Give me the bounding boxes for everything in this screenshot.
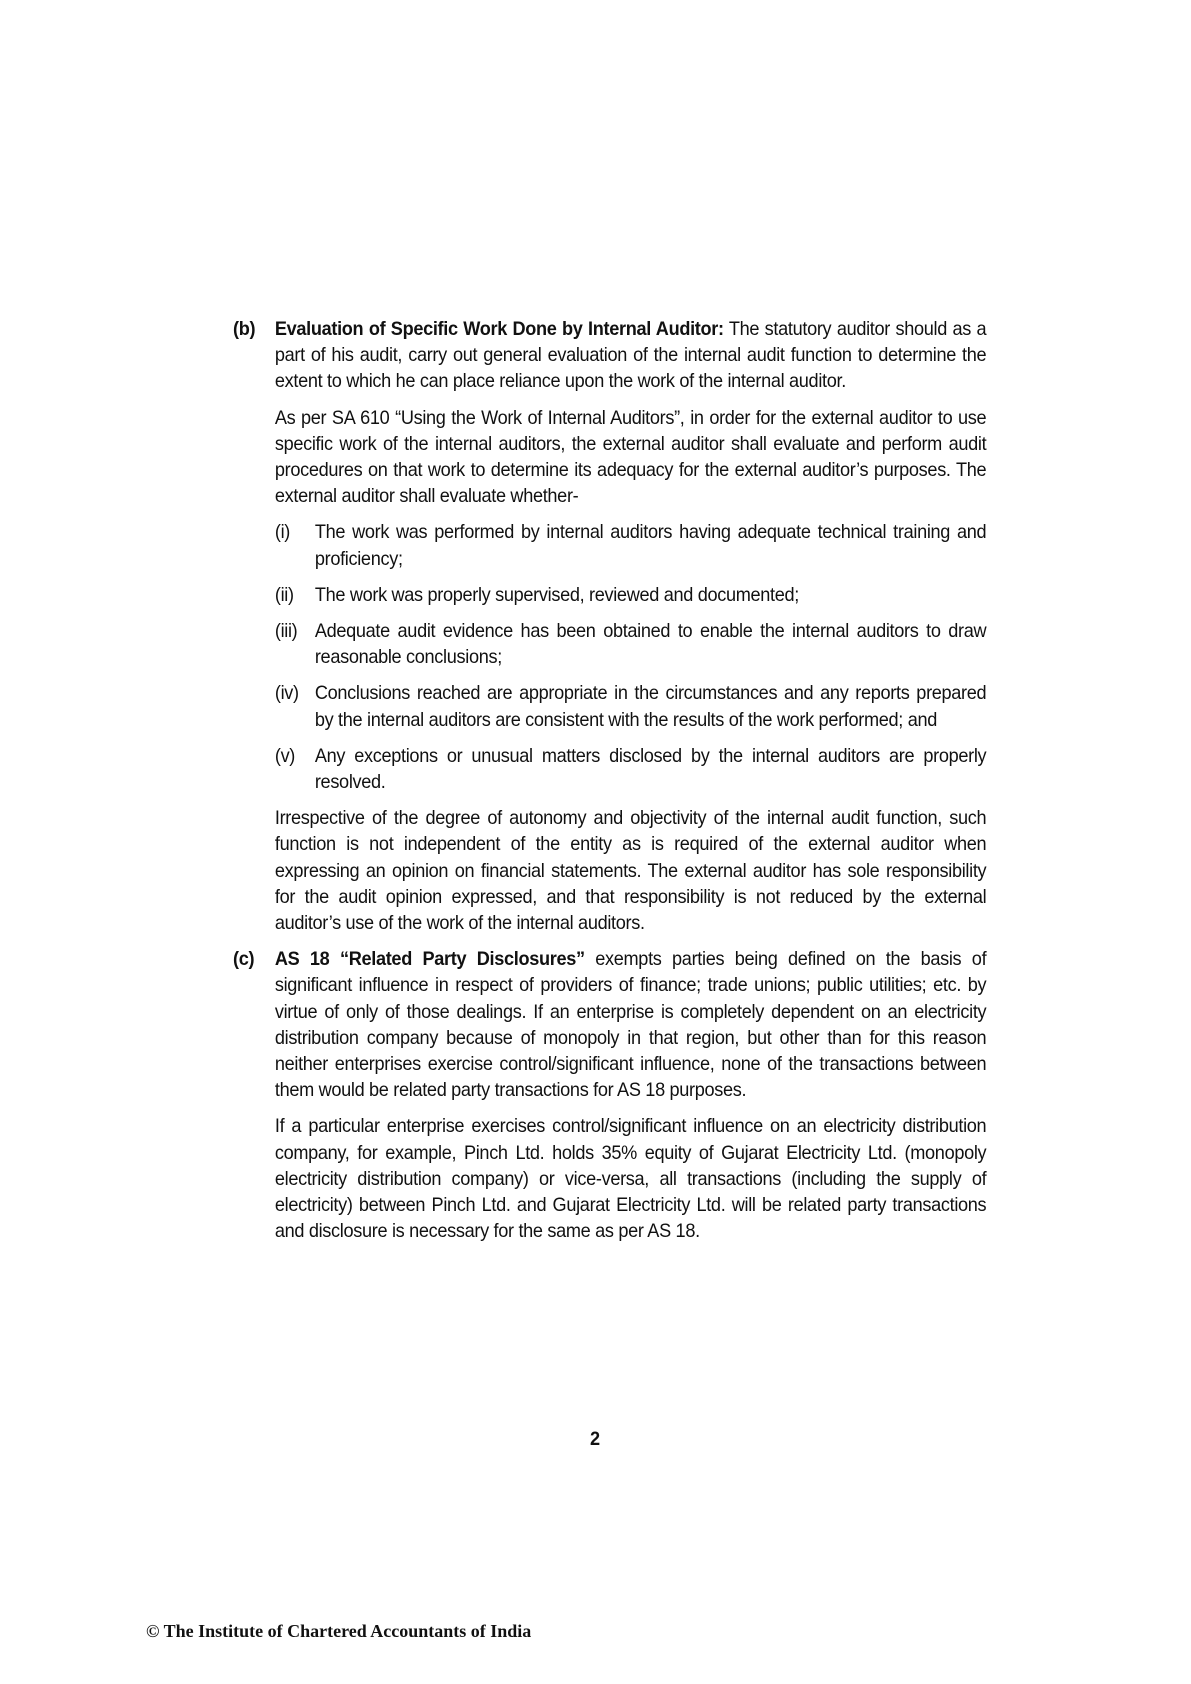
list-item	[275, 680, 986, 732]
list-item-label: (v)	[274, 744, 296, 767]
list-item-text: The work was performed by internal auditors having adequate technical training and proficiency;	[314, 521, 987, 570]
list-item-text: Any exceptions or unusual matters disclosed by the internal auditors are properly resolved.	[314, 744, 987, 794]
section-b	[233, 316, 986, 936]
list-item-label: (ii)	[274, 583, 294, 606]
list-item-text: Conclusions reached are appropriate in the circumstances and any reports prepared by the internal auditors are consistent with the results of the work performed; and	[314, 682, 987, 731]
section-c-intro	[275, 946, 986, 1103]
evaluation-criteria-list	[275, 519, 986, 795]
section-b-label: (b)	[233, 318, 256, 340]
list-item-text: Adequate audit evidence has been obtained to enable the internal auditors to draw reasonable conclusions;	[314, 620, 987, 669]
list-item	[275, 618, 986, 670]
section-c-intro-text: exempts parties being defined on the basis of significant influence in respect of providers of finance; trade unions; public utilities; etc. by virtue of only of those dealings. If an enterprise is completely dependent on an electricity distribution company because of monopoly in that region, but other than for this reason neither enterprises exercise control/significant influence, none of the transactions between them would be related party transactions for AS 18 purposes.	[274, 948, 987, 1102]
list-item	[275, 519, 986, 571]
section-b-intro	[275, 316, 986, 395]
list-item-label: (iv)	[274, 682, 299, 705]
section-c-heading: AS 18 “Related Party Disclosures”	[274, 948, 585, 971]
list-item-text: The work was properly supervised, reviewed and documented;	[314, 583, 799, 606]
section-b-para3: Irrespective of the degree of autonomy and objectivity of the internal audit function, such function is not independent of the entity as is required of the external auditor when expressing an opinion on financial statements. The external auditor has sole responsibility for the audit opinion expressed, and that responsibility is not reduced by the external auditor’s use of the work of the internal auditors.	[274, 807, 987, 935]
page-number: 2	[590, 1428, 601, 1450]
section-b-heading: Evaluation of Specific Work Done by Internal Auditor:	[274, 318, 724, 340]
page-body	[233, 316, 986, 1255]
section-b-intro-text: The statutory auditor should as a part of his audit, carry out general evaluation of the internal audit function to determine the extent to which he can place reliance upon the work of the internal auditor.	[274, 318, 987, 393]
section-c	[233, 946, 986, 1244]
list-item-label: (iii)	[274, 620, 298, 643]
footer-copyright: © The Institute of Chartered Accountants of India	[146, 1621, 532, 1641]
list-item	[275, 743, 986, 795]
section-b-para2: As per SA 610 “Using the Work of Internal Auditors”, in order for the external auditor to use specific work of the internal auditors, the external auditor shall evaluate and perform audit procedures on that work to determine its adequacy for the external auditor’s purposes. The external auditor shall evaluate whether-	[274, 406, 987, 508]
section-c-label: (c)	[233, 948, 255, 971]
list-item-label: (i)	[274, 521, 290, 544]
section-c-para2: If a particular enterprise exercises control/significant influence on an electricity distribution company, for example, Pinch Ltd. holds 35% equity of Gujarat Electricity Ltd. (monopoly electricity distribution company) or vice-versa, all transactions (including the supply of electricity) between Pinch Ltd. and Gujarat Electricity Ltd. will be related party transactions and disclosure is necessary for the same as per AS 18.	[274, 1115, 987, 1243]
list-item	[275, 582, 986, 608]
